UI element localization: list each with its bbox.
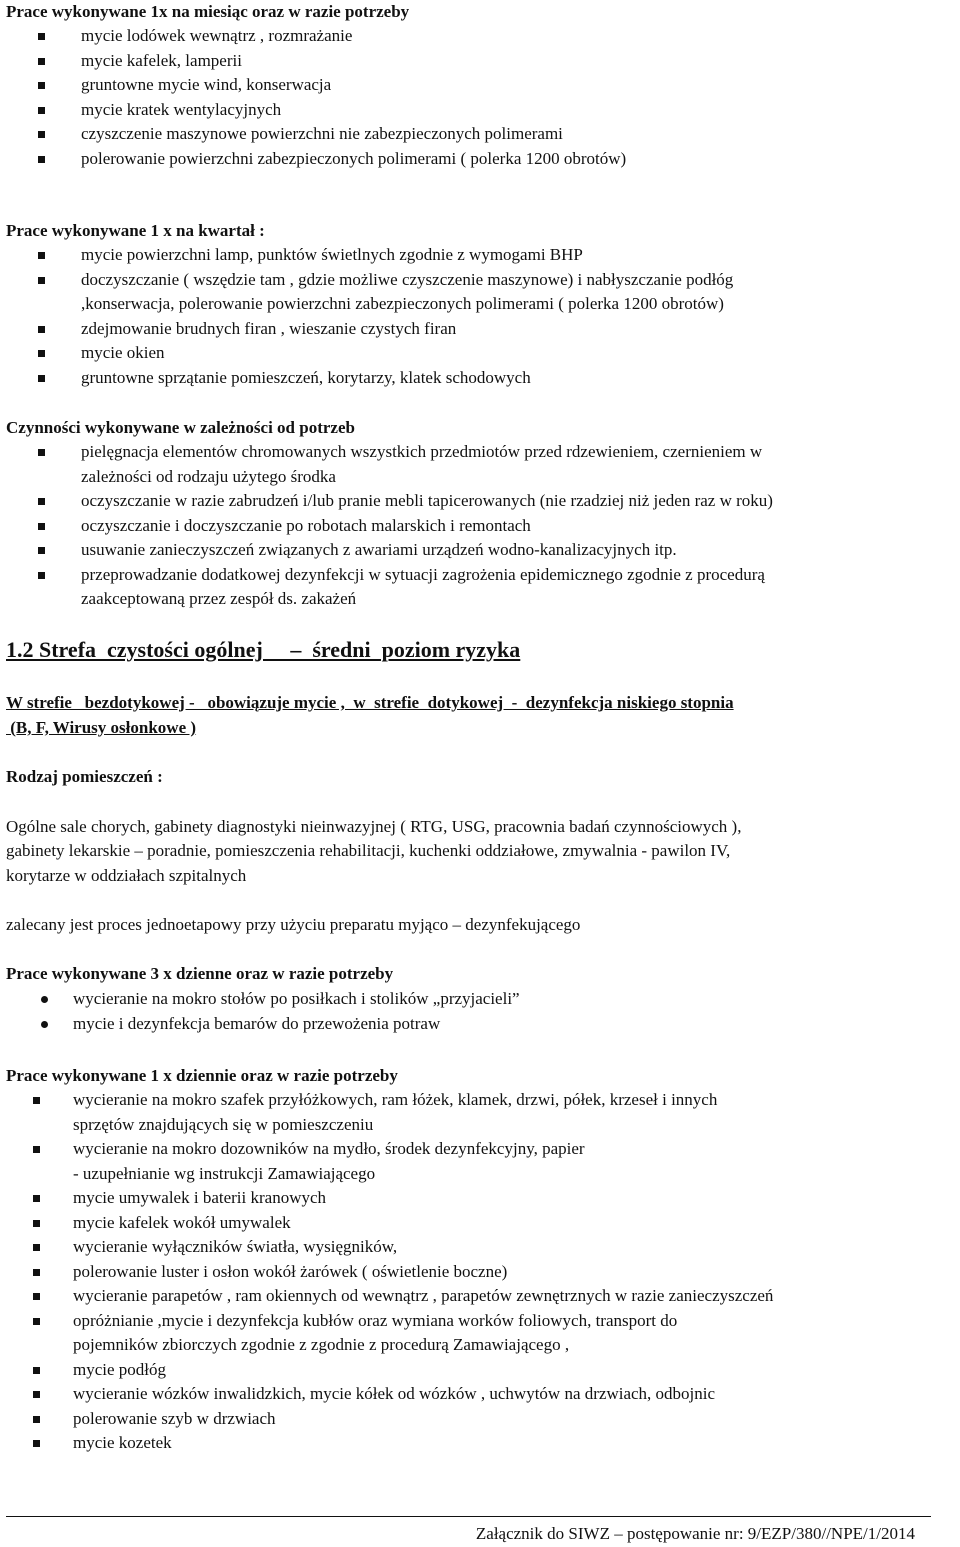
zone-rules-line: (B, F, Wirusy osłonkowe ) [6,718,197,737]
square-bullet-icon [38,326,45,333]
square-bullet-icon [33,1440,40,1447]
list-item: polerowanie szyb w drzwiach [0,1407,960,1432]
list-item: mycie okien [0,341,960,366]
list-item: polerowanie luster i osłon wokół żarówek ( oświetlenie boczne) [0,1260,960,1285]
square-bullet-icon [33,1416,40,1423]
list-item: gruntowne sprzątanie pomieszczeń, korytarzy, klatek schodowych [0,366,960,391]
rooms-text-line: gabinety lekarskie – poradnie, pomieszczenia rehabilitacji, kuchenki oddziałowe, zmywalnia - pawilon IV, [6,841,731,860]
list-item: mycie kafelek, lamperii [0,49,960,74]
section-monthly-heading: Prace wykonywane 1x na miesiąc oraz w razie potrzeby [6,2,410,21]
round-bullet-icon [41,996,48,1003]
square-bullet-icon [38,350,45,357]
list-item-continuation: zaakceptowaną przez zespół ds. zakażeń [81,589,357,608]
list-item: polerowanie powierzchni zabezpieczonych polimerami ( polerka 1200 obrotów) [0,147,960,172]
list-item: opróżnianie ,mycie i dezynfekcja kubłów oraz wymiana worków foliowych, transport do [0,1309,960,1334]
page-footer: Załącznik do SIWZ – postępowanie nr: 9/EZP/380//NPE/1/2014 [475,1524,915,1543]
section-as-needed-heading: Czynności wykonywane w zależności od potrzeb [6,418,355,437]
square-bullet-icon [33,1097,40,1104]
footer-divider [6,1516,931,1517]
square-bullet-icon [33,1146,40,1153]
list-item: czyszczenie maszynowe powierzchni nie zabezpieczonych polimerami [0,122,960,147]
list-item: pielęgnacja elementów chromowanych wszystkich przedmiotów przed rdzewieniem, czernieniem w [0,440,960,465]
square-bullet-icon [38,58,45,65]
square-bullet-icon [38,156,45,163]
square-bullet-icon [33,1318,40,1325]
square-bullet-icon [38,107,45,114]
list-item: zdejmowanie brudnych firan , wieszanie czystych firan [0,317,960,342]
list-item: przeprowadzanie dodatkowej dezynfekcji w sytuacji zagrożenia epidemicznego zgodnie z procedurą [0,563,960,588]
list-item: mycie kratek wentylacyjnych [0,98,960,123]
square-bullet-icon [38,547,45,554]
list-item-continuation: zależności od rodzaju użytego środka [81,466,336,486]
rooms-text-line: korytarze w oddziałach szpitalnych [6,866,247,885]
square-bullet-icon [33,1391,40,1398]
zone-rules-line: W strefie bezdotykowej - obowiązuje mycie , w strefie dotykowej - dezynfekcja niskiego stopnia [6,693,734,712]
square-bullet-icon [33,1367,40,1374]
list-item: wycieranie na mokro szafek przyłóżkowych, ram łóżek, klamek, drzwi, półek, krzeseł i innych [0,1088,960,1113]
square-bullet-icon [38,498,45,505]
list-item: wycieranie na mokro dozowników na mydło, środek dezynfekcyjny, papier [0,1137,960,1162]
square-bullet-icon [38,449,45,456]
section-daily-heading: Prace wykonywane 1 x dziennie oraz w razie potrzeby [6,1066,398,1085]
list-item-continuation: ,konserwacja, polerowanie powierzchni zabezpieczonych polimerami ( polerka 1200 obrotów) [81,294,724,313]
rooms-text-line: Ogólne sale chorych, gabinety diagnostyki nieinwazyjnej ( RTG, USG, pracownia badań czynnościowych ), [6,817,742,836]
section-daily-list [0,1088,960,1456]
list-item: mycie podłóg [0,1358,960,1383]
square-bullet-icon [38,523,45,530]
section-quarterly-list [0,243,960,390]
list-item: mycie powierzchni lamp, punktów świetlnych zgodnie z wymogami BHP [0,243,960,268]
list-item-continuation: pojemników zbiorczych zgodnie z zgodnie z procedurą Zamawiającego , [73,1335,570,1354]
list-item: wycieranie na mokro stołów po posiłkach i stolików „przyjacieli” [0,987,960,1012]
square-bullet-icon [33,1244,40,1251]
square-bullet-icon [33,1269,40,1276]
list-item: mycie kafelek wokół umywalek [0,1211,960,1236]
process-note: zalecany jest proces jednoetapowy przy użyciu preparatu myjąco – dezynfekującego [6,915,581,934]
section-three-daily-heading: Prace wykonywane 3 x dzienne oraz w razie potrzeby [6,964,394,983]
square-bullet-icon [38,572,45,579]
list-item: wycieranie wyłączników światła, wysięgników, [0,1235,960,1260]
square-bullet-icon [33,1220,40,1227]
section-as-needed-list [0,440,960,612]
round-bullet-icon [41,1021,48,1028]
section-title: 1.2 Strefa czystości ogólnej – średni poziom ryzyka [6,637,521,662]
square-bullet-icon [38,277,45,284]
square-bullet-icon [38,33,45,40]
list-item-continuation: sprzętów znajdujących się w pomieszczeniu [73,1114,374,1134]
list-item: wycieranie parapetów , ram okiennych od wewnątrz , parapetów zewnętrznych w razie zanieczyszczeń [0,1284,960,1309]
list-item: oczyszczanie w razie zabrudzeń i/lub pranie mebli tapicerowanych (nie rzadziej niż jeden raz w roku) [0,489,960,514]
section-three-daily-list [0,987,960,1036]
list-item-continuation: - uzupełnianie wg instrukcji Zamawiającego [73,1163,376,1183]
square-bullet-icon [33,1195,40,1202]
list-item: doczyszczanie ( wszędzie tam , gdzie możliwe czyszczenie maszynowe) i nabłyszczanie podłóg [0,268,960,293]
list-item: gruntowne mycie wind, konserwacja [0,73,960,98]
list-item: mycie kozetek [0,1431,960,1456]
list-item: oczyszczanie i doczyszczanie po robotach malarskich i remontach [0,514,960,539]
list-item: mycie umywalek i baterii kranowych [0,1186,960,1211]
rooms-heading: Rodzaj pomieszczeń : [6,767,163,786]
square-bullet-icon [38,252,45,259]
square-bullet-icon [33,1293,40,1300]
section-monthly-list [0,24,960,171]
list-item: usuwanie zanieczyszczeń związanych z awariami urządzeń wodno-kanalizacyjnych itp. [0,538,960,563]
section-quarterly-heading: Prace wykonywane 1 x na kwartał : [6,221,265,240]
square-bullet-icon [38,131,45,138]
square-bullet-icon [38,82,45,89]
list-item: mycie i dezynfekcja bemarów do przewożenia potraw [0,1012,960,1037]
list-item: mycie lodówek wewnątrz , rozmrażanie [0,24,960,49]
list-item: wycieranie wózków inwalidzkich, mycie kółek od wózków , uchwytów na drzwiach, odbojnic [0,1382,960,1407]
square-bullet-icon [38,375,45,382]
